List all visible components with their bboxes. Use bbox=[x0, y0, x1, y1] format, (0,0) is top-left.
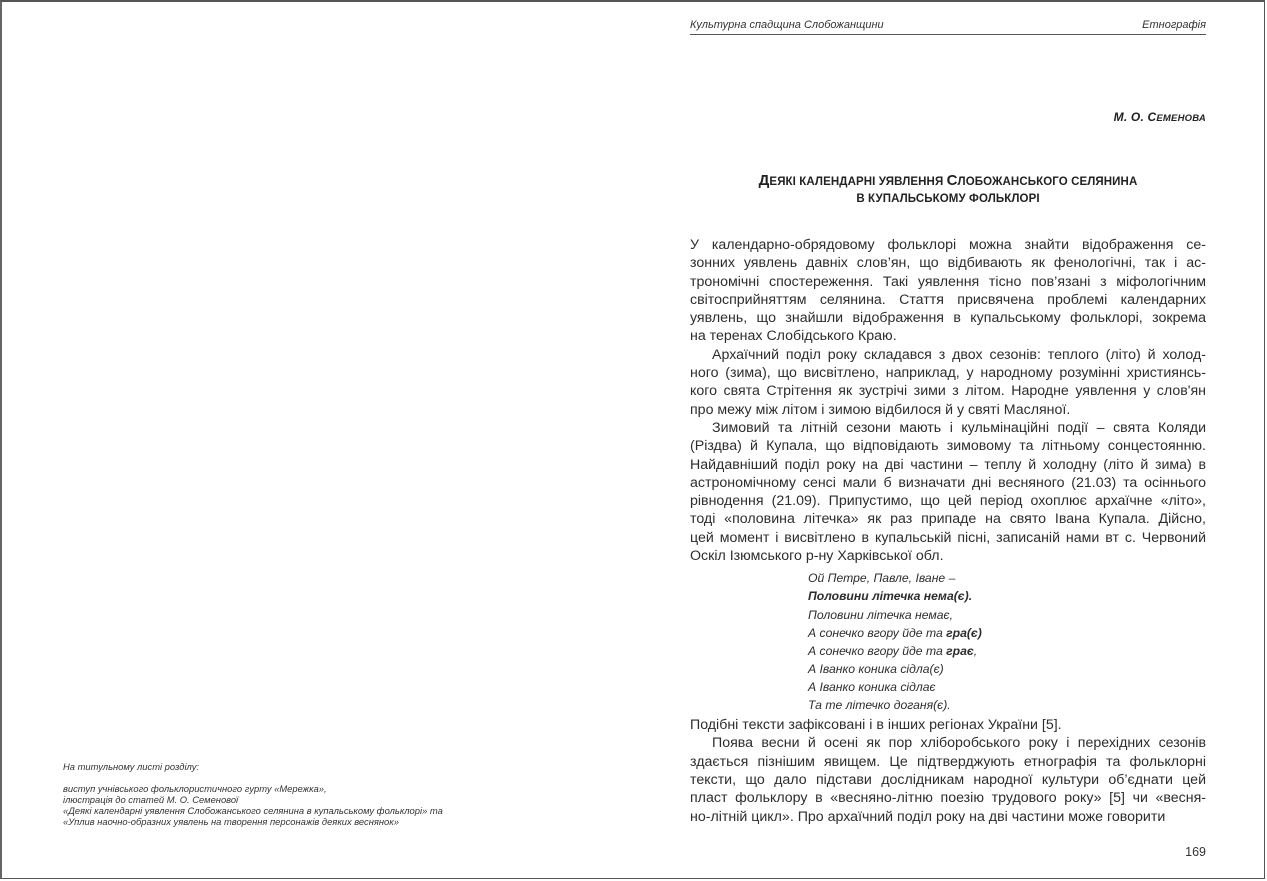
running-head bbox=[690, 19, 1206, 35]
text-line: здається пізнішим явищем. Це підтверджують етнографія та фольклорні bbox=[690, 753, 1206, 770]
paragraph bbox=[690, 346, 1206, 419]
text-line: трономічні спостереження. Такі уявлення тісно пов’язані з міфологічним bbox=[690, 273, 1206, 290]
verse-line bbox=[808, 642, 1206, 660]
article-title bbox=[690, 172, 1206, 208]
verse-line bbox=[808, 587, 1206, 605]
text-line: цей момент і висвітлено в купальській пісні, записаній нами вт с. Червоний bbox=[690, 529, 1206, 546]
text-line: Зимовий та літній сезони мають і кульмінаційні події – свята Коляди bbox=[712, 419, 1206, 436]
paragraph bbox=[690, 236, 1206, 346]
title-text: ЕЯКІ КАЛЕНДАРНІ УЯВЛЕННЯ bbox=[769, 176, 947, 188]
verse-text: Половини літечка немає, bbox=[808, 607, 953, 622]
text-line: про межу між літом і зимою відбилося й у святі Масляної. bbox=[690, 401, 1071, 418]
verse-text: А Іванко коника сідла(є) bbox=[808, 661, 944, 676]
verse-line bbox=[808, 696, 1206, 714]
text-line: тоді «половина літечка» як раз припаде на свято Івана Купала. Дійсно, bbox=[690, 511, 1206, 528]
text-line: уявлень, що знайшли відображення в купальському фольклорі, зокрема bbox=[690, 310, 1206, 327]
text-line: на теренах Слобідського Краю. bbox=[690, 328, 897, 345]
text-line: (Різдва) й Купала, що відповідають зимовому та літньому сонцестоянню. bbox=[690, 438, 1206, 455]
verse-line bbox=[808, 569, 1206, 587]
text-line: но-літній цикл». Про архаїчний поділ року на дві частини може говорити bbox=[690, 808, 1166, 825]
text-line: У календарно-обрядовому фольклорі можна знайти відображення се- bbox=[690, 237, 1206, 253]
title-capital: Д bbox=[758, 172, 770, 189]
caption-line: «Деякі календарні уявлення Слобожанського селянина в купальському фольклорі» та bbox=[63, 805, 443, 816]
verse-line bbox=[808, 660, 1206, 678]
verse-text: А Іванко коника сідлає bbox=[808, 679, 936, 694]
caption-heading: На титульному листі розділу: bbox=[63, 761, 200, 772]
title-capital: С bbox=[946, 172, 958, 189]
title-line-1 bbox=[690, 172, 1206, 191]
caption-line: «Уплив наочно-образних уявлень на творення персонажів деяких веснянок» bbox=[63, 816, 399, 827]
left-page bbox=[2, 2, 635, 878]
verse-text: Ой Петре, Павле, Іване – bbox=[808, 571, 956, 586]
text-line: Архаїчний поділ року складався з двох сезонів: теплого (літо) й холод- bbox=[712, 346, 1206, 363]
title-page-caption bbox=[63, 761, 443, 827]
title-text: ЛОБОЖАНСЬКОГО СЕЛЯНИНА bbox=[957, 176, 1138, 188]
verse-punctuation: , bbox=[973, 643, 978, 658]
text-line: світосприйняттям селянина. Стаття присвячена проблемі календарних bbox=[690, 291, 1206, 308]
text-line: Подібні тексти зафіксовані і в інших регіонах України [5]. bbox=[690, 717, 1062, 734]
verse-text: А сонечко вгору йде та bbox=[808, 625, 947, 640]
verse-line bbox=[808, 678, 1206, 696]
verse-emphasis: грає bbox=[946, 643, 974, 658]
verse-line bbox=[808, 624, 1206, 642]
article-body bbox=[690, 236, 1206, 826]
author-surname-initial: С bbox=[1147, 110, 1157, 124]
paragraph bbox=[690, 734, 1206, 825]
paragraph bbox=[690, 419, 1206, 565]
author-initials: М. О. bbox=[1113, 110, 1148, 124]
text-line: пласт фольклору в «весняно-літню поезію трудового року» [5] чи «весня- bbox=[690, 790, 1206, 807]
verse-emphasis: гра(є) bbox=[946, 625, 982, 640]
text-line: Найдавніший поділ року на дві частини – теплу й холодну (літо й зима) в bbox=[690, 456, 1206, 473]
running-head-journal: Культурна спадщина Слобожанщини bbox=[690, 19, 884, 31]
paragraph bbox=[690, 716, 1206, 734]
title-line-2: В КУПАЛЬСЬКОМУ ФОЛЬКЛОРІ bbox=[856, 193, 1040, 205]
author-surname-rest: ЕМЕНОВА bbox=[1156, 113, 1206, 124]
right-page bbox=[690, 2, 1206, 878]
text-line: Оскіл Ізюмського р-ну Харківської обл. bbox=[690, 548, 944, 565]
text-line: ного (зима), що висвітлено, наприклад, у народному розумінні християнсь- bbox=[690, 365, 1206, 382]
text-line: рівнодення (21.09). Припустимо, що цей період охоплює архаїчне «літо», bbox=[690, 493, 1206, 510]
running-head-section: Етнографія bbox=[1142, 19, 1206, 31]
text-line: кого свята Стрітення як зустрічі зими з літом. Народне уявлення у слов'ян bbox=[690, 383, 1206, 400]
text-line: Поява весни й осені як пор хліборобського року і перехідних сезонів bbox=[712, 735, 1206, 752]
verse-emphasis: Половини літечка нема(є). bbox=[808, 589, 973, 604]
text-line: зонних уявлень давніх слов’ян, що відбивають як фенологічні, так і ас- bbox=[690, 255, 1206, 272]
text-line: тексти, що дало підстави дослідникам народної культури об’єднати цей bbox=[690, 771, 1206, 788]
verse-text: А сонечко вгору йде та bbox=[808, 643, 947, 658]
verse-line bbox=[808, 606, 1206, 624]
verse-text: Та те літечко доганя(є). bbox=[808, 698, 951, 712]
author-name bbox=[1114, 110, 1206, 124]
caption-line: виступ учнівського фольклористичного гурту «Мережка», bbox=[63, 783, 327, 794]
song-verse bbox=[808, 569, 1206, 714]
text-line: астрономічному сенсі мали б визначати дні весняного (21.03) та осіннього bbox=[690, 474, 1206, 491]
page-number: 169 bbox=[1185, 845, 1206, 859]
caption-line: ілюстрація до статей М. О. Семенової bbox=[63, 794, 239, 805]
